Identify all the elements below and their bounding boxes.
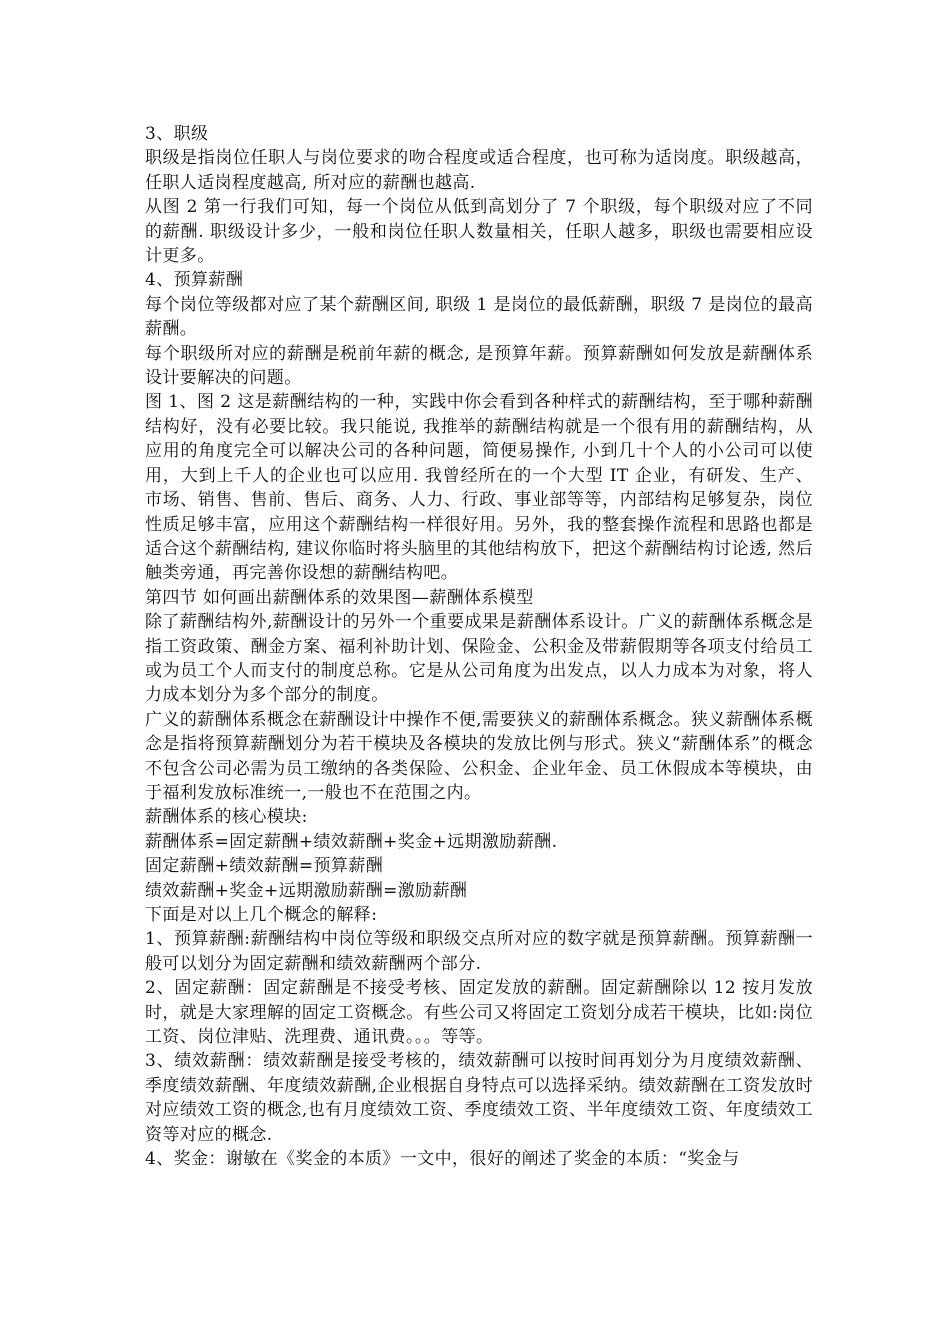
list-item: 3、绩效薪酬：绩效薪酬是接受考核的，绩效薪酬可以按时间再划分为月度绩效薪酬、季度绩效薪酬、年度绩效薪酬,企业根据自身特点可以选择采纳。绩效薪酬在工资发放时对应绩效工资的概念,也有月度绩效工资、季度绩效工资、半年度绩效工资、年度绩效工资等对应的概念.	[145, 1051, 813, 1145]
paragraph: 职级是指岗位任职人与岗位要求的吻合程度或适合程度，也可称为适岗度。职级越高，任职人适岗程度越高, 所对应的薪酬也越高.	[145, 148, 813, 193]
paragraph: 下面是对以上几个概念的解释:	[145, 905, 378, 925]
document-page	[145, 122, 813, 1171]
paragraph: 每个职级所对应的薪酬是税前年薪的概念, 是预算年薪。预算薪酬如何发放是薪酬体系设计要解决的问题。	[145, 343, 813, 389]
paragraph: 薪酬体系的核心模块:	[145, 807, 308, 828]
paragraph: 除了薪酬结构外,薪酬设计的另外一个重要成果是薪酬体系设计。广义的薪酬体系概念是指工资政策、酬金方案、福利补助计划、保险金、公积金及带薪假期等各项支付给员工或为员工个人而支付的制度总称。它是从公司角度为出发点，以人力成本为对象，将人力成本划分为多个部分的制度。	[145, 612, 813, 706]
list-item: 1、预算薪酬:薪酬结构中岗位等级和职级交点所对应的数字就是预算薪酬。预算薪酬一般可以划分为固定薪酬和绩效薪酬两个部分.	[145, 929, 813, 974]
formula-line: 固定薪酬+绩效薪酬=预算薪酬	[145, 856, 384, 877]
formula-line: 绩效薪酬+奖金+远期激励薪酬=激励薪酬	[145, 880, 468, 901]
list-item: 4、奖金：谢敏在《奖金的本质》一文中，很好的阐述了奖金的本质：“奖金与	[145, 1149, 740, 1170]
formula-line: 薪酬体系=固定薪酬+绩效薪酬+奖金+远期激励薪酬.	[145, 831, 558, 852]
paragraph: 广义的薪酬体系概念在薪酬设计中操作不便,需要狭义的薪酬体系概念。狭义薪酬体系概念是指将预算薪酬划分为若干模块及各模块的发放比例与形式。狭义“薪酬体系”的概念不包含公司必需为员工缴纳的各类保险、公积金、企业年金、员工休假成本等模块，由于福利发放标准统一,一般也不在范围之内。	[145, 709, 813, 803]
paragraph: 每个岗位等级都对应了某个薪酬区间, 职级 1 是岗位的最低薪酬，职级 7 是岗位的最高薪酬。	[145, 294, 813, 340]
paragraph: 从图 2 第一行我们可知，每一个岗位从低到高划分了 7 个职级，每个职级对应了不同的薪酬. 职级设计多少，一般和岗位任职人数量相关，任职人越多，职级也需要相应设计更多。	[145, 197, 813, 267]
section-heading-budget-salary: 4、预算薪酬	[145, 270, 244, 291]
section-heading-section-four: 第四节 如何画出薪酬体系的效果图—薪酬体系模型	[145, 587, 534, 608]
paragraph: 图 1、图 2 这是薪酬结构的一种，实践中你会看到各种样式的薪酬结构，至于哪种薪酬结构好，没有必要比较。我只能说, 我推举的薪酬结构就是一个很有用的薪酬结构，从应用的角度完全可以解决公司的各种问题，简便易操作, 小到几十个人的小公司可以使用，大到上千人的企业也可以应用. 我曾经所在的一个大型 IT 企业，有研发、生产、市场、销售、售前、售后、商务、人力、行政、事业部等等，内部结构足够复杂，岗位性质足够丰富，应用这个薪酬结构一样很好用。另外，我的整套操作流程和思路也都是适合这个薪酬结构, 建议你临时将头脑里的其他结构放下，把这个薪酬结构讨论透, 然后触类旁通，再完善你设想的薪酬结构吧。	[145, 392, 813, 584]
section-heading-job-level: 3、职级	[145, 124, 209, 144]
list-item: 2、固定薪酬：固定薪酬是不接受考核、固定发放的薪酬。固定薪酬除以 12 按月发放时，就是大家理解的固定工资概念。有些公司又将固定工资划分成若干模块，比如:岗位工资、岗位津贴、洗理费、通讯费。。。等等。	[145, 978, 813, 1048]
